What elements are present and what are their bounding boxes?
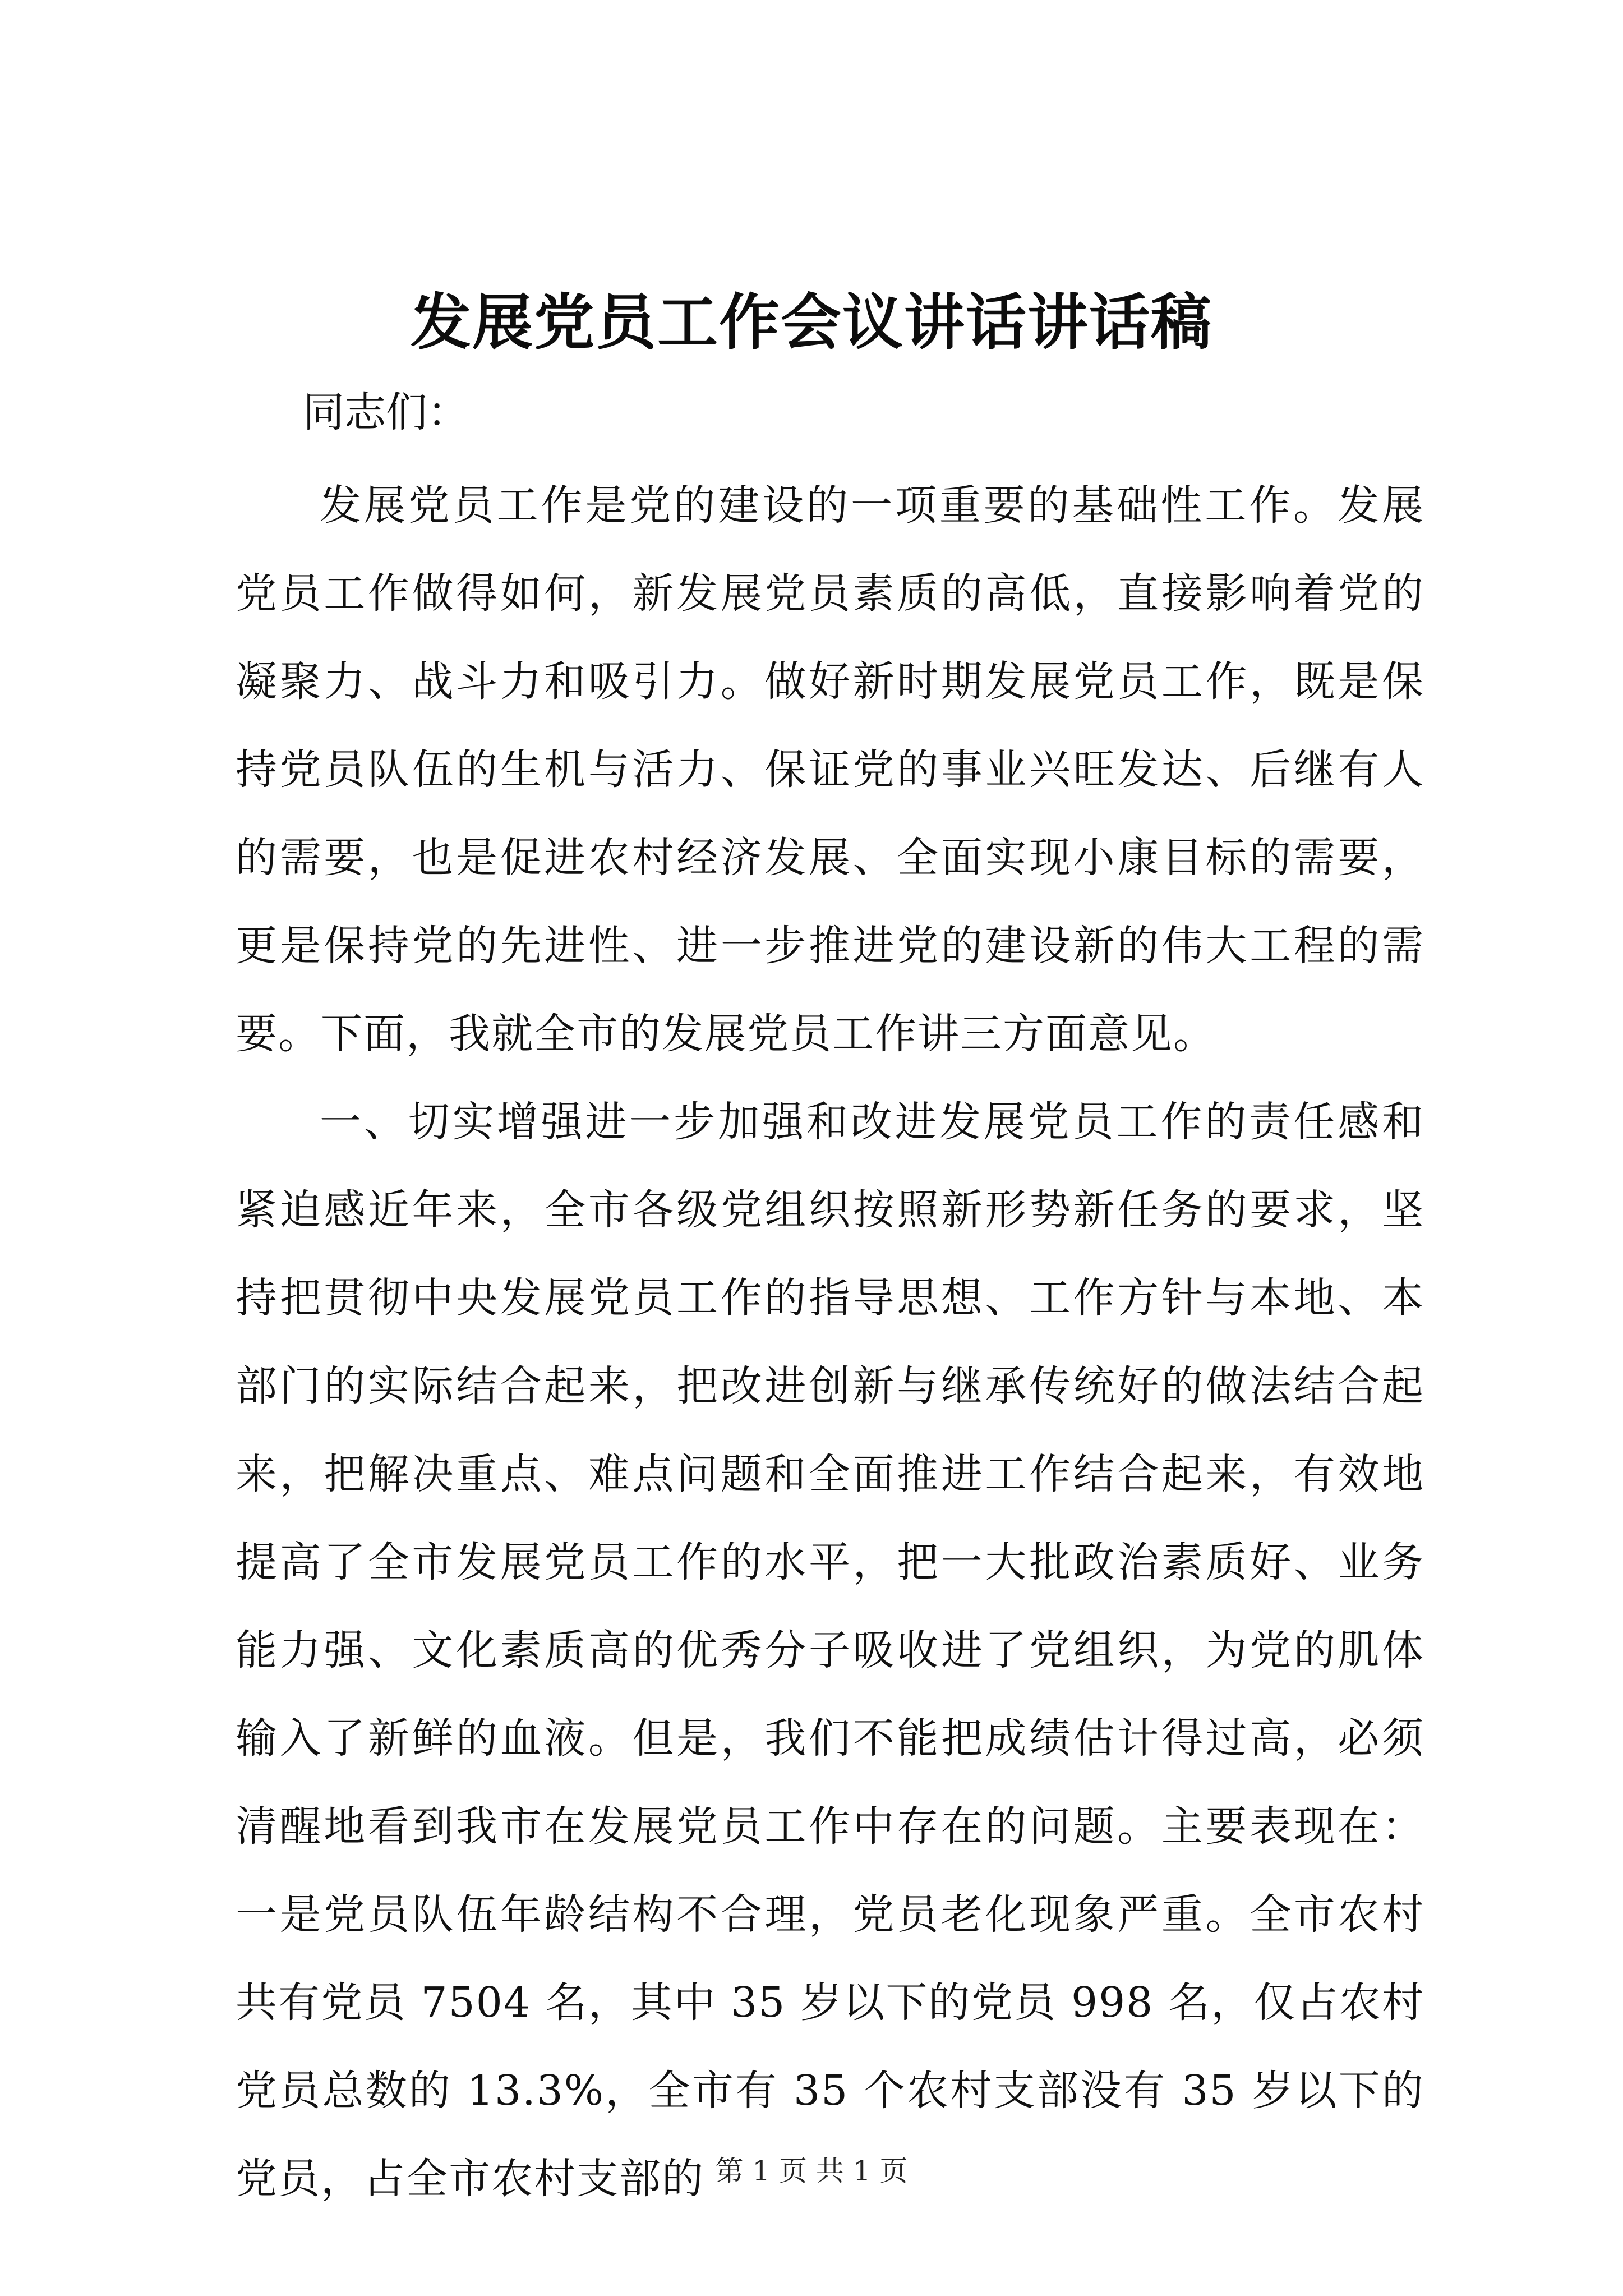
page-footer: 第 1 页 共 1 页 <box>715 2155 908 2187</box>
greeting-line: 同志们： <box>303 388 469 436</box>
paragraph-intro: 发展党员工作是党的建设的一项重要的基础性工作。发展党员工作做得如何，新发展党员素质的高低，直接影响着党的凝聚力、战斗力和吸引力。做好新时期发展党员工作，既是保持党员队伍的生机与活力、保证党的事业兴旺发达、后继有人的需要，也是促进农村经济发展、全面实现小康目标的需要，更是保持党的先进性、进一步推进党的建设新的伟大工程的需要。下面，我就全市的发展党员工作讲三方面意见。 <box>236 481 1424 1058</box>
paragraph-section-one: 一、切实增强进一步加强和改进发展党员工作的责任感和紧迫感近年来，全市各级党组织按照新形势新任务的要求，坚持把贯彻中央发展党员工作的指导思想、工作方针与本地、本部门的实际结合起来，把改进创新与继承传统好的做法结合起来，把解决重点、难点问题和全面推进工作结合起来，有效地提高了全市发展党员工作的水平，把一大批政治素质好、业务能力强、文化素质高的优秀分子吸收进了党组织，为党的肌体输入了新鲜的血液。但是，我们不能把成绩估计得过高，必须清醒地看到我市在发展党员工作中存在的问题。主要表现在：一是党员队伍年龄结构不合理，党员老化现象严重。全市农村共有党员 7504 名，其中 35 岁以下的党员 998 名，仅占农村党员总数的 13.3%，全市有 35 个农村支部没有 35 岁以下的党员，占全市农村支部的 <box>236 1098 1424 2203</box>
document-body <box>236 373 1424 2223</box>
document-title: 发展党员工作会议讲话讲话稿 <box>410 287 1212 358</box>
